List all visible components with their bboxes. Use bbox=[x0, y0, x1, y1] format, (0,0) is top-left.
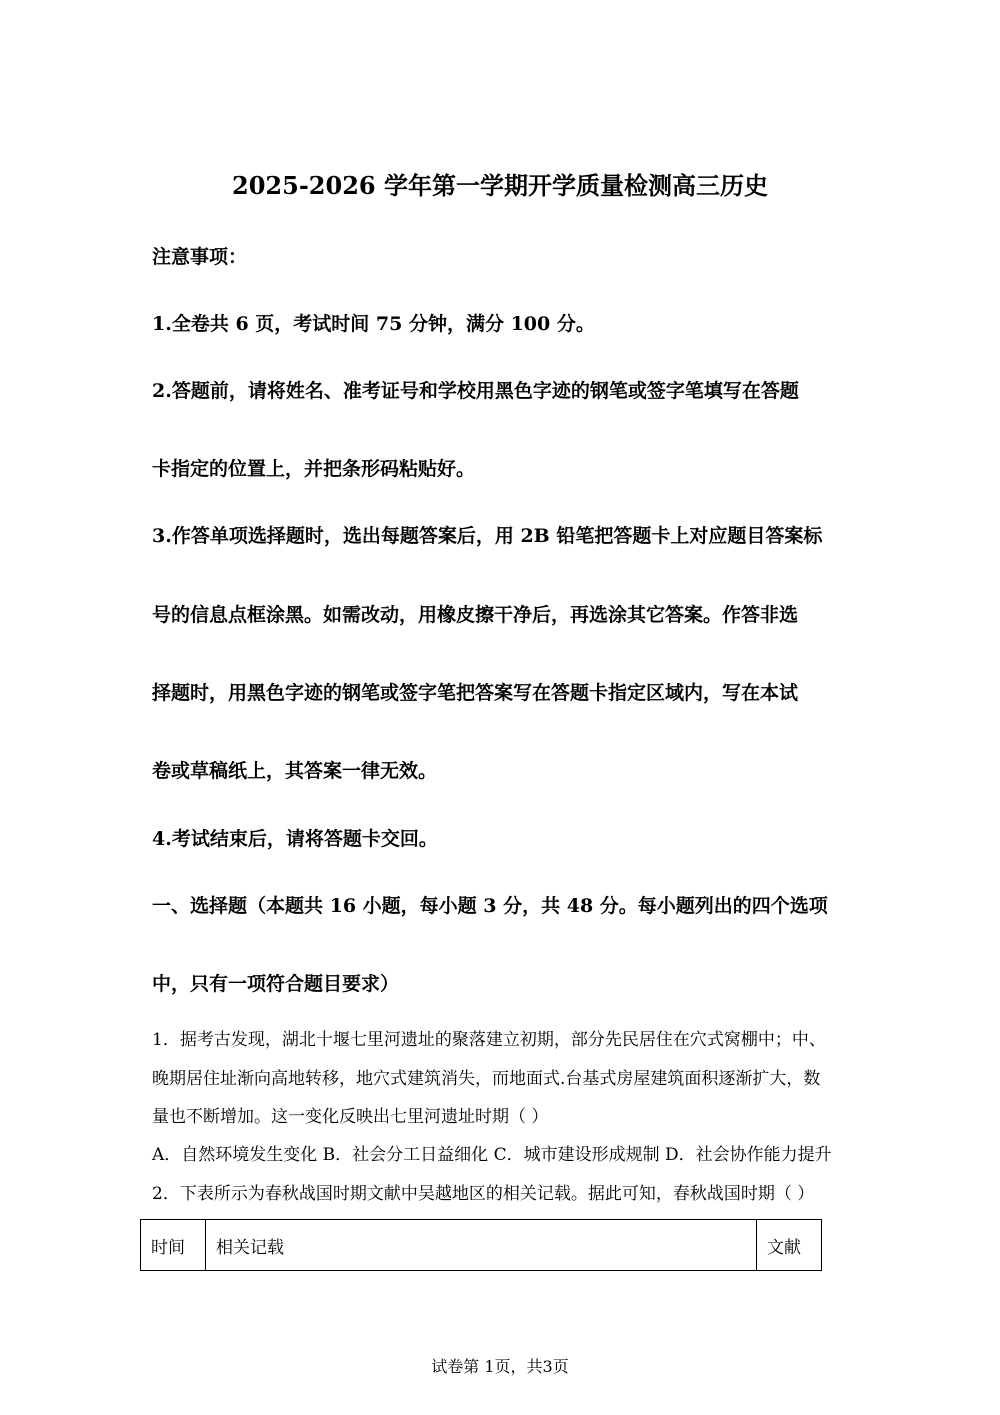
q1-stem-line-2: 晚期居住址渐向高地转移，地穴式建筑消失，而地面式.台基式房屋建筑面积逐渐扩大，数 bbox=[152, 1069, 821, 1089]
notice-line-1: 1.全卷共 6 页，考试时间 75 分钟，满分 100 分。 bbox=[152, 313, 595, 335]
page-footer: 试卷第 1页，共3页 bbox=[431, 1357, 569, 1376]
table-header-records: 相关记载 bbox=[206, 1220, 757, 1271]
notice-heading: 注意事项： bbox=[152, 246, 248, 268]
q1-stem-line-3: 量也不断增加。这一变化反映出七里河遗址时期（ ） bbox=[152, 1107, 549, 1127]
notice-line-8: 4.考试结束后，请将答题卡交回。 bbox=[152, 828, 438, 850]
notice-line-2: 2.答题前，请将姓名、准考证号和学校用黑色字迹的钢笔或签字笔填写在答题 bbox=[152, 380, 799, 402]
q1-stem-line-1: 1．据考古发现，湖北十堰七里河遗址的聚落建立初期，部分先民居住在穴式窝棚中；中、 bbox=[152, 1030, 826, 1050]
notice-line-7: 卷或草稿纸上，其答案一律无效。 bbox=[152, 760, 438, 782]
notice-line-3: 卡指定的位置上，并把条形码粘贴好。 bbox=[152, 458, 476, 480]
table-header-time: 时间 bbox=[141, 1220, 206, 1271]
notice-line-4: 3.作答单项选择题时，选出每题答案后，用 2B 铅笔把答题卡上对应题目答案标 bbox=[152, 525, 823, 547]
q2-stem: 2．下表所示为春秋战国时期文献中吴越地区的相关记载。据此可知，春秋战国时期（ ） bbox=[152, 1184, 815, 1204]
table-row bbox=[141, 1220, 822, 1271]
q2-table bbox=[140, 1219, 822, 1271]
page-title: 2025-2026 学年第一学期开学质量检测高三历史 bbox=[232, 171, 768, 200]
table-header-source: 文献 bbox=[757, 1220, 822, 1271]
q1-options: A．自然环境发生变化 B．社会分工日益细化 C．城市建设形成规制 D．社会协作能力提升 bbox=[152, 1145, 832, 1165]
section-heading-line-2: 中，只有一项符合题目要求） bbox=[152, 973, 400, 995]
notice-line-5: 号的信息点框涂黑。如需改动，用橡皮擦干净后，再选涂其它答案。作答非选 bbox=[152, 604, 799, 626]
notice-line-6: 择题时，用黑色字迹的钢笔或签字笔把答案写在答题卡指定区域内，写在本试 bbox=[152, 682, 799, 704]
section-heading-line-1: 一、选择题（本题共 16 小题，每小题 3 分，共 48 分。每小题列出的四个选项 bbox=[152, 895, 828, 917]
